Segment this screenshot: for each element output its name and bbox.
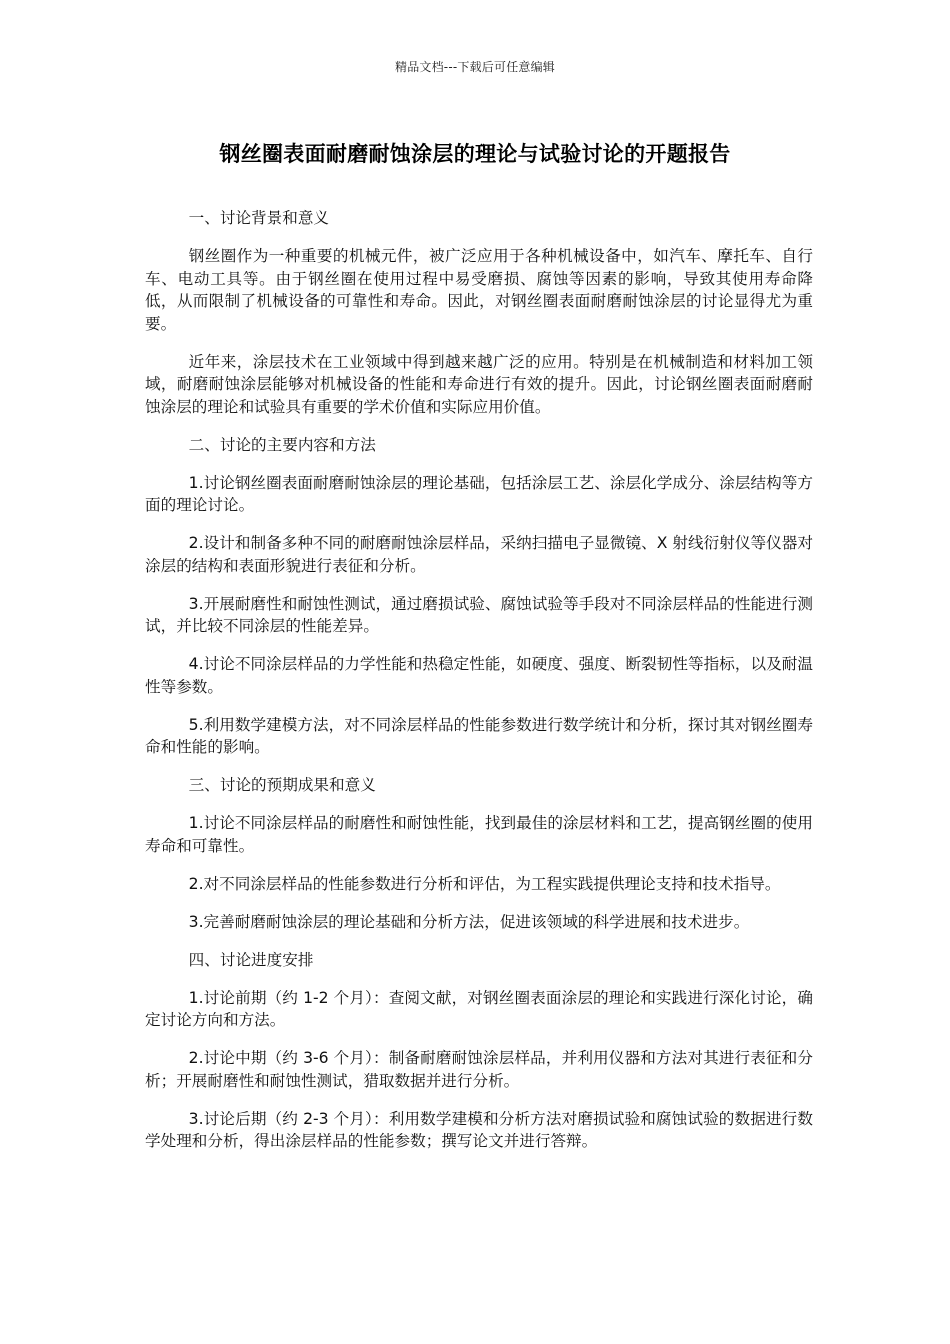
list-item: 2.对不同涂层样品的性能参数进行分析和评估，为工程实践提供理论支持和技术指导。 — [188, 874, 781, 893]
section-heading: 三、讨论的预期成果和意义 — [188, 776, 376, 794]
list-item: 2.讨论中期（约 3-6 个月）：制备耐磨耐蚀涂层样品，并利用仪器和方法对其进行表征和分析；开展耐磨性和耐蚀性测试，猎取数据并进行分析。 — [145, 1049, 813, 1090]
list-item: 2.设计和制备多种不同的耐磨耐蚀涂层样品，采纳扫描电子显微镜、X 射线衍射仪等仪器对涂层的结构和表面形貌进行表征和分析。 — [145, 534, 813, 575]
list-item: 3.开展耐磨性和耐蚀性测试，通过磨损试验、腐蚀试验等手段对不同涂层样品的性能进行测试，并比较不同涂层的性能差异。 — [145, 594, 813, 635]
list-item: 1.讨论不同涂层样品的耐磨性和耐蚀性能，找到最佳的涂层材料和工艺，提高钢丝圈的使用寿命和可靠性。 — [145, 814, 813, 855]
list-item: 3.讨论后期（约 2-3 个月）：利用数学建模和分析方法对磨损试验和腐蚀试验的数据进行数学处理和分析，得出涂层样品的性能参数；撰写论文并进行答辩。 — [145, 1109, 813, 1150]
paragraph: 钢丝圈作为一种重要的机械元件，被广泛应用于各种机械设备中，如汽车、摩托车、自行车、电动工具等。由于钢丝圈在使用过程中易受磨损、腐蚀等因素的影响，导致其使用寿命降低，从而限制了机械设备的可靠性和寿命。因此，对钢丝圈表面耐磨耐蚀涂层的讨论显得尤为重要。 — [145, 247, 813, 333]
list-item: 3.完善耐磨耐蚀涂层的理论基础和分析方法，促进该领域的科学进展和技术进步。 — [188, 912, 750, 931]
section-heading: 四、讨论进度安排 — [188, 950, 314, 969]
section-heading: 一、讨论背景和意义 — [188, 209, 330, 227]
section-heading: 二、讨论的主要内容和方法 — [188, 435, 376, 454]
document-title: 钢丝圈表面耐磨耐蚀涂层的理论与试验讨论的开题报告 — [219, 142, 731, 166]
list-item: 1.讨论钢丝圈表面耐磨耐蚀涂层的理论基础，包括涂层工艺、涂层化学成分、涂层结构等方面的理论讨论。 — [145, 473, 813, 514]
paragraph: 近年来，涂层技术在工业领域中得到越来越广泛的应用。特别是在机械制造和材料加工领域，耐磨耐蚀涂层能够对机械设备的性能和寿命进行有效的提升。因此，讨论钢丝圈表面耐磨耐蚀涂层的理论和试验具有重要的学术价值和实际应用价值。 — [145, 352, 813, 416]
list-item: 5.利用数学建模方法，对不同涂层样品的性能参数进行数学统计和分析，探讨其对钢丝圈寿命和性能的影响。 — [145, 715, 813, 756]
list-item: 4.讨论不同涂层样品的力学性能和热稳定性能，如硬度、强度、断裂韧性等指标，以及耐温性等参数。 — [145, 655, 813, 696]
list-item: 1.讨论前期（约 1-2 个月）：查阅文献，对钢丝圈表面涂层的理论和实践进行深化讨论，确定讨论方向和方法。 — [145, 988, 813, 1029]
document-body — [145, 207, 813, 1168]
page-header: 精品文档---下载后可任意编辑 — [395, 60, 555, 74]
